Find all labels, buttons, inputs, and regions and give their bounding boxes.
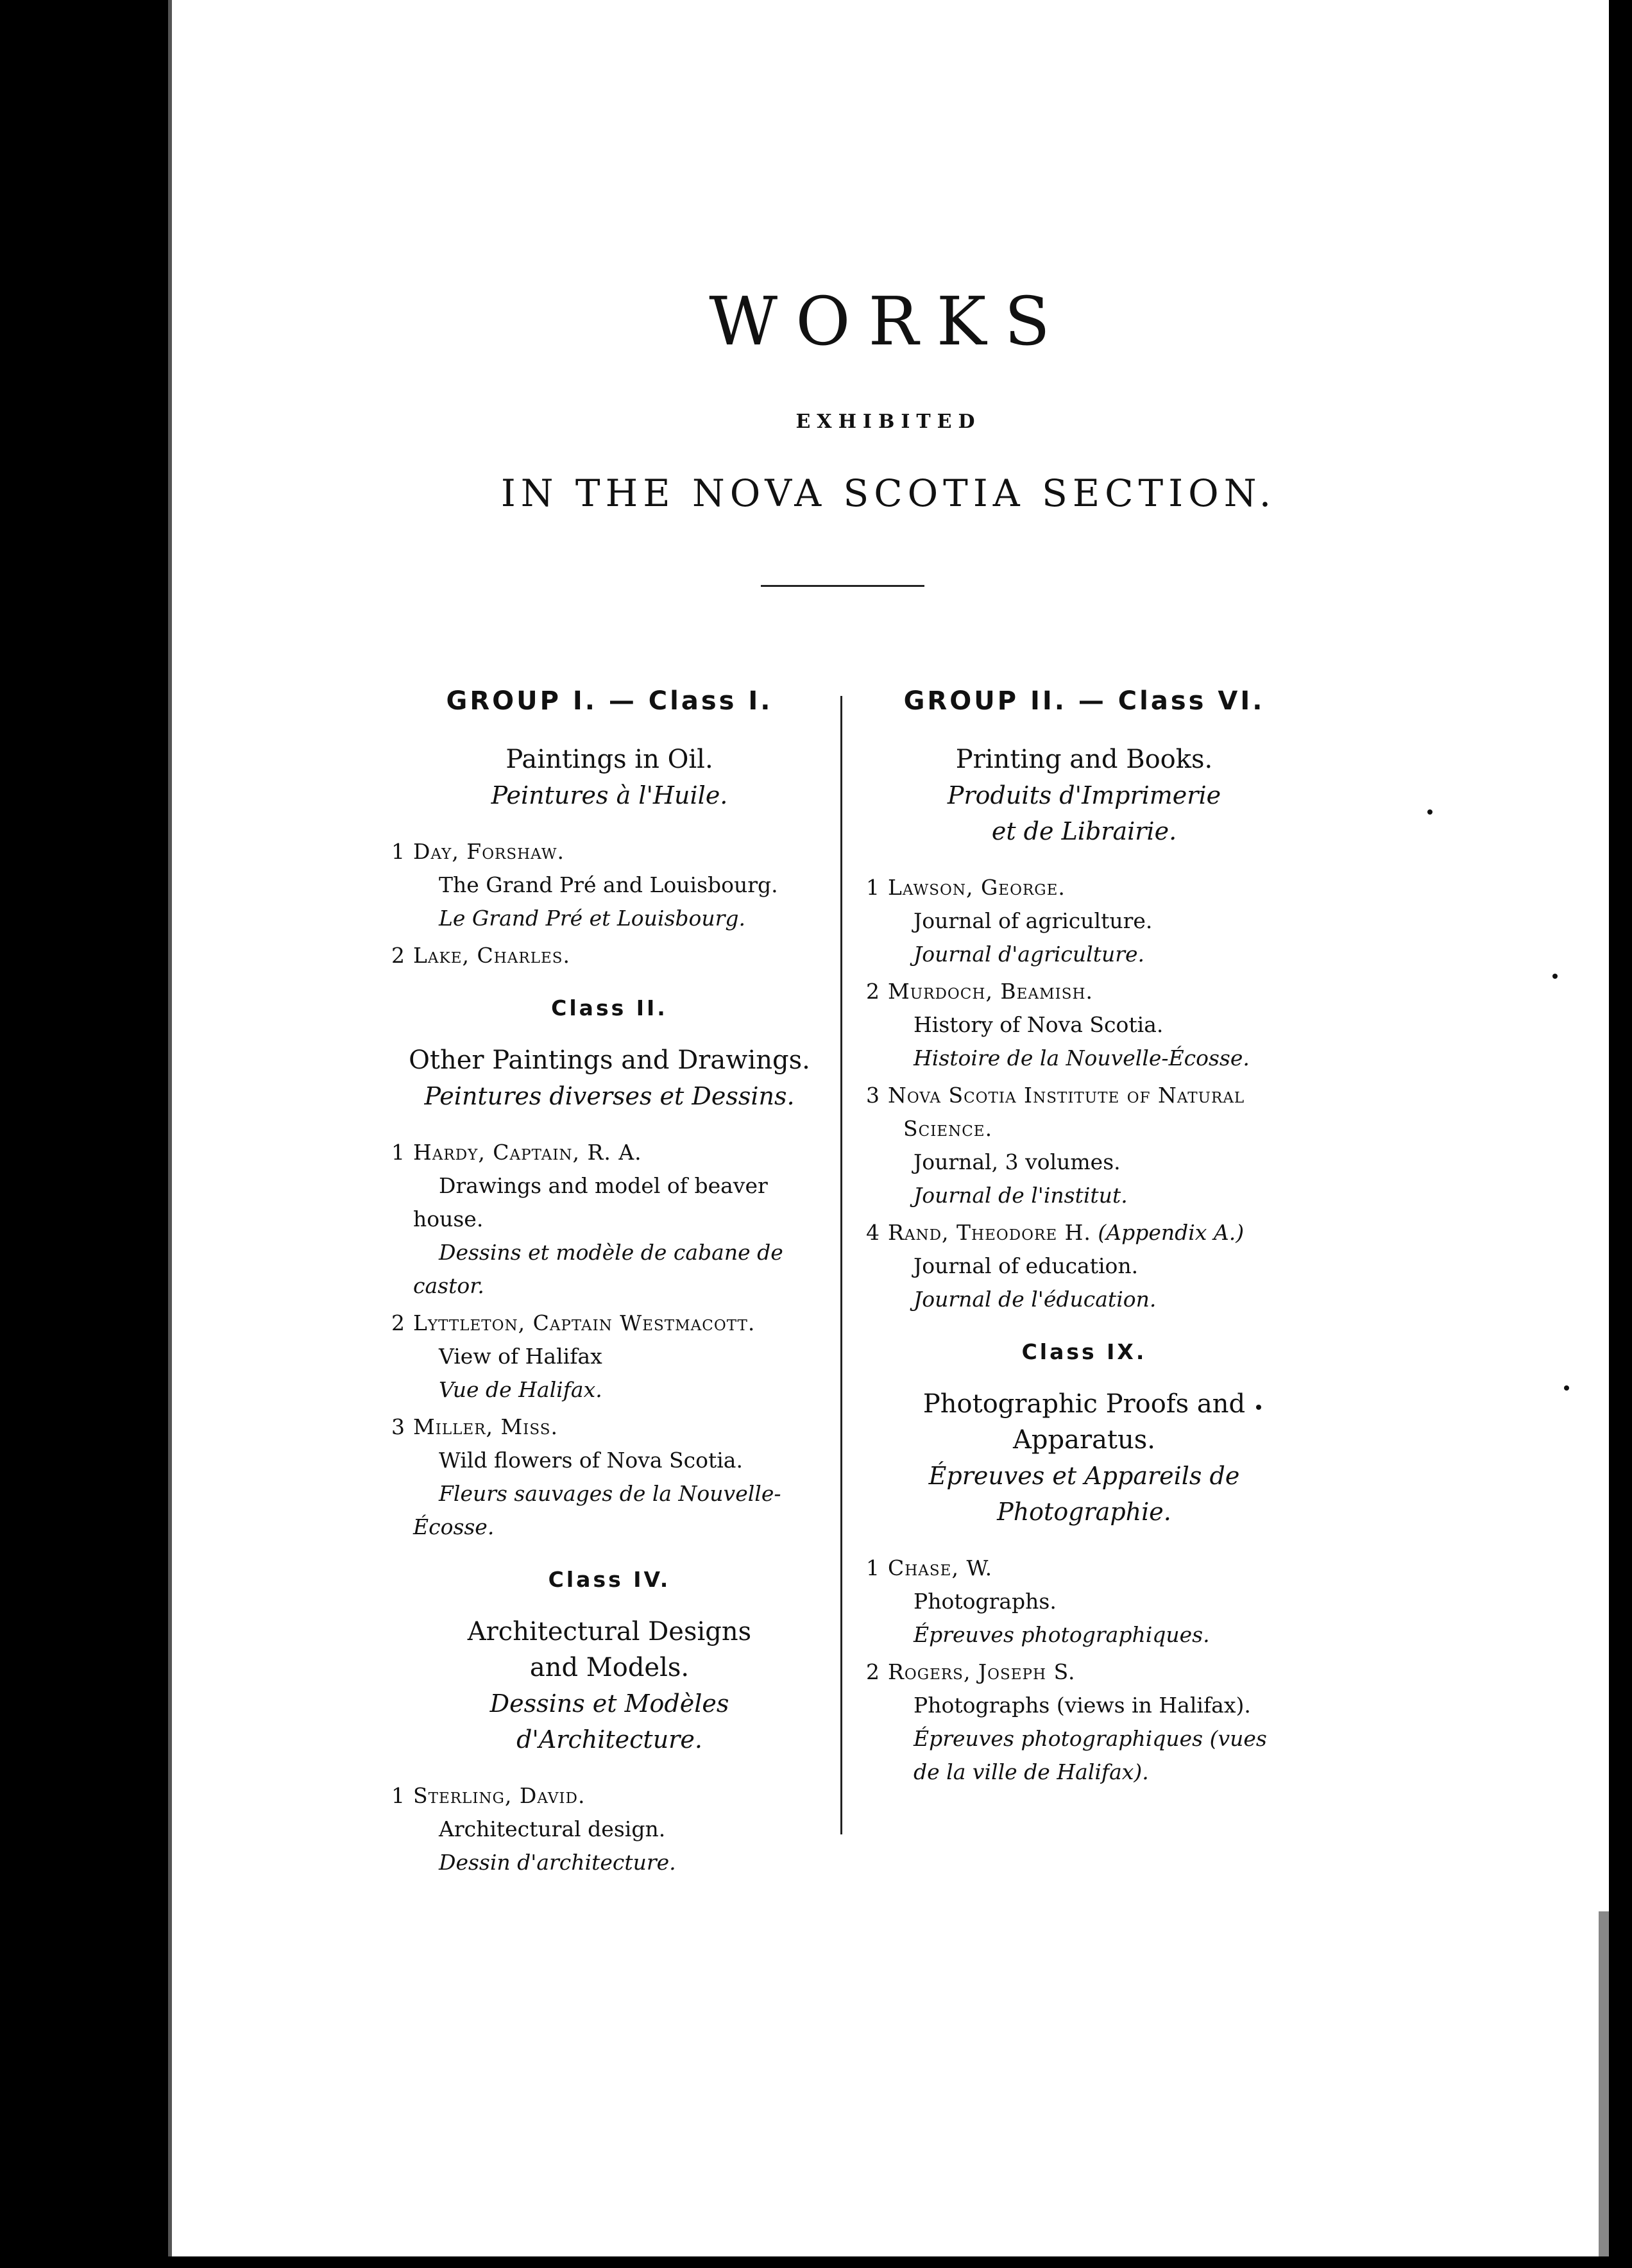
- speck: [1256, 1405, 1261, 1410]
- category-title-french: [385, 777, 834, 813]
- category-title-french: [860, 1458, 1309, 1530]
- category-title-french-line: Peintures à l'Huile.: [491, 781, 728, 809]
- left-column: [385, 686, 834, 1883]
- exhibitor-line: [860, 975, 1309, 1008]
- exhibit-entry: [385, 835, 834, 935]
- title-rule: [761, 585, 924, 587]
- category-title: Apparatus.: [1013, 1425, 1155, 1455]
- entry-number: 1: [391, 1140, 405, 1165]
- exhibit-title-french: Épreuves photographiques.: [914, 1622, 1210, 1647]
- entry-number: 3: [866, 1083, 880, 1108]
- page-subtitle: EXHIBITED: [795, 410, 982, 433]
- category-title-french-line: d'Architecture.: [516, 1725, 702, 1754]
- exhibitor-name: Rogers, Joseph S.: [888, 1659, 1076, 1684]
- speck: [1552, 974, 1558, 979]
- exhibitor-name: Lyttleton, Captain Westmacott.: [413, 1310, 756, 1335]
- exhibitor-name: Miller, Miss.: [413, 1414, 558, 1439]
- exhibit-entry: [860, 1552, 1309, 1652]
- category-title-french: [385, 1078, 834, 1114]
- exhibit-title: Wild flowers of Nova Scotia.: [439, 1448, 743, 1473]
- exhibit-title-french: Fleurs sauvages de la Nouvelle-: [439, 1481, 781, 1506]
- exhibitor-name-continued: Science.: [903, 1116, 993, 1141]
- exhibit-title: Photographs (views in Halifax).: [914, 1693, 1251, 1718]
- exhibitor-name: Hardy, Captain, R. A.: [413, 1140, 642, 1165]
- category-title: Photographic Proofs and: [922, 1389, 1246, 1419]
- exhibitor-line: [385, 1410, 834, 1444]
- exhibitor-line: [385, 1136, 834, 1169]
- exhibit-title-french: Vue de Halifax.: [439, 1377, 602, 1402]
- exhibit-title-french: Épreuves photographiques (vues: [914, 1726, 1267, 1751]
- exhibit-title: Journal of education.: [914, 1253, 1139, 1278]
- exhibitor-name: Nova Scotia Institute of Natural: [888, 1083, 1245, 1108]
- speck: [1564, 1385, 1569, 1391]
- exhibit-entry: [385, 939, 834, 972]
- entry-number: 1: [391, 1783, 405, 1808]
- group-heading: GROUP I. — Class I.: [446, 686, 773, 716]
- entry-number: 2: [866, 979, 880, 1004]
- entry-number: 1: [866, 875, 880, 900]
- category-title: Paintings in Oil.: [506, 745, 713, 774]
- exhibit-title: The Grand Pré and Louisbourg.: [439, 872, 778, 897]
- category-title-french-line: Peintures diverses et Dessins.: [424, 1082, 795, 1110]
- appendix-note: (Appendix A.): [1098, 1220, 1245, 1245]
- exhibit-title-french: Journal d'agriculture.: [914, 942, 1145, 967]
- entry-number: 1: [391, 839, 405, 864]
- exhibit-title: Journal of agriculture.: [914, 908, 1153, 933]
- exhibitor-line: [860, 1655, 1309, 1689]
- exhibitor-name: Day, Forshaw.: [413, 839, 565, 864]
- exhibit-title: View of Halifax: [439, 1344, 602, 1369]
- category-title-french-line: Dessins et Modèles: [489, 1689, 729, 1718]
- exhibit-entry: [385, 1136, 834, 1303]
- page-edge-right: [1599, 1911, 1609, 2268]
- scan-margin-bottom: [168, 2256, 1632, 2268]
- exhibit-title-french: Journal de l'éducation.: [914, 1287, 1157, 1312]
- exhibit-title-french: Le Grand Pré et Louisbourg.: [439, 906, 746, 931]
- exhibit-title: Drawings and model of beaver: [439, 1173, 768, 1198]
- exhibit-title: Journal, 3 volumes.: [914, 1149, 1121, 1174]
- exhibitor-line: [385, 939, 834, 972]
- exhibit-entry: [860, 871, 1309, 971]
- exhibit-entry: [385, 1779, 834, 1879]
- class-heading: Class II.: [551, 995, 668, 1020]
- right-column: [860, 686, 1309, 1793]
- page-heading: IN THE NOVA SCOTIA SECTION.: [500, 471, 1277, 515]
- exhibit-title-french: Histoire de la Nouvelle-Écosse.: [914, 1045, 1250, 1071]
- category-title-french-line: Épreuves et Appareils de: [928, 1462, 1240, 1490]
- category-title-french-line: et de Librairie.: [991, 817, 1177, 845]
- exhibitor-line: [860, 871, 1309, 904]
- exhibitor-line: [860, 1552, 1309, 1585]
- exhibitor-name: Lawson, George.: [888, 875, 1066, 900]
- exhibit-entry: [860, 975, 1309, 1075]
- exhibit-title-french: Journal de l'institut.: [914, 1183, 1128, 1208]
- exhibit-entry: [860, 1216, 1309, 1316]
- category-title-french: [385, 1686, 834, 1757]
- exhibit-title: house.: [413, 1206, 484, 1231]
- speck: [1427, 809, 1432, 815]
- exhibit-title: Architectural design.: [439, 1816, 666, 1841]
- class-heading: Class IX.: [1021, 1339, 1147, 1364]
- exhibitor-name: Lake, Charles.: [413, 943, 571, 968]
- entry-number: 2: [866, 1659, 880, 1684]
- class-heading: Class IV.: [548, 1567, 671, 1592]
- entry-number: 2: [391, 1310, 405, 1335]
- exhibitor-line: [385, 1307, 834, 1340]
- page-title: WORKS: [709, 282, 1068, 360]
- exhibitor-line: [860, 1216, 1309, 1249]
- exhibit-title-french: Dessin d'architecture.: [439, 1850, 676, 1875]
- entry-number: 3: [391, 1414, 405, 1439]
- category-title: Architectural Designs: [467, 1617, 752, 1646]
- scan-margin-right: [1609, 0, 1632, 2268]
- entry-number: 1: [866, 1555, 880, 1580]
- exhibit-title: History of Nova Scotia.: [914, 1012, 1164, 1037]
- exhibitor-name: Chase, W.: [888, 1555, 993, 1580]
- exhibitor-name: Sterling, David.: [413, 1783, 586, 1808]
- exhibit-entry: [385, 1410, 834, 1544]
- exhibit-title-french: castor.: [413, 1273, 484, 1298]
- exhibit-title-french: Dessins et modèle de cabane de: [439, 1240, 783, 1265]
- category-title-french: [860, 777, 1309, 849]
- category-title-french-line: Photographie.: [997, 1498, 1171, 1526]
- group-heading: GROUP II. — Class VI.: [903, 686, 1265, 716]
- exhibit-title: Photographs.: [914, 1589, 1057, 1614]
- exhibitor-line: [860, 1079, 1309, 1112]
- column-divider: [840, 696, 842, 1834]
- entry-number: 2: [391, 943, 405, 968]
- exhibit-title-french: Écosse.: [413, 1514, 495, 1539]
- category-title: Printing and Books.: [955, 745, 1213, 774]
- category-title-french-line: Produits d'Imprimerie: [947, 781, 1221, 809]
- scan-margin-left: [0, 0, 168, 2268]
- exhibitor-line: [385, 835, 834, 868]
- category-title: Other Paintings and Drawings.: [409, 1045, 810, 1075]
- exhibit-entry: [860, 1079, 1309, 1212]
- exhibit-entry: [385, 1307, 834, 1407]
- exhibit-title-french: de la ville de Halifax).: [914, 1759, 1149, 1784]
- exhibitor-line: [385, 1779, 834, 1813]
- exhibitor-name: Murdoch, Beamish.: [888, 979, 1094, 1004]
- entry-number: 4: [866, 1220, 880, 1245]
- exhibit-entry: [860, 1655, 1309, 1789]
- exhibitor-name: Rand, Theodore H.: [888, 1220, 1091, 1245]
- category-title: and Models.: [529, 1653, 690, 1682]
